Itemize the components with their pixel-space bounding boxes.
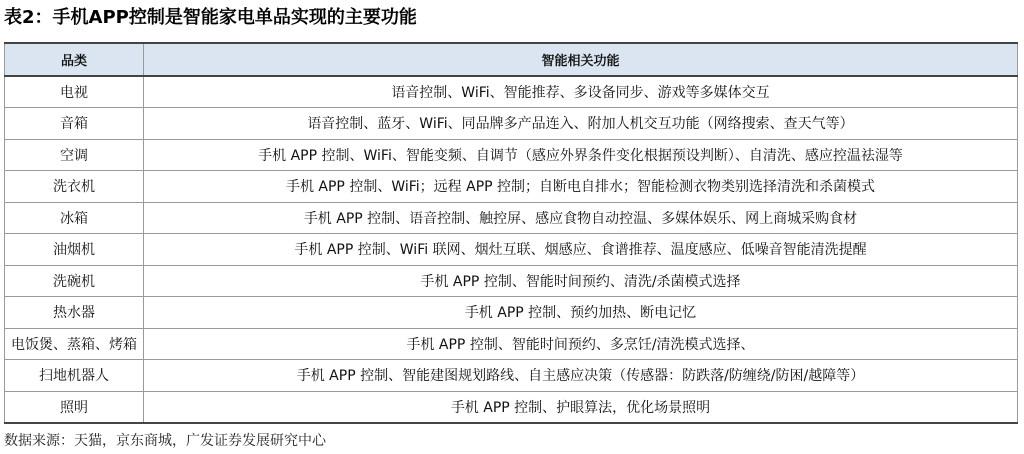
table-title: 表2：手机APP控制是智能家电单品实现的主要功能 (4, 7, 417, 28)
table-header-row (5, 43, 1018, 76)
category-cell: 热水器 (5, 297, 144, 329)
features-cell: 手机 APP 控制、语音控制、触控屏、感应食物自动控温、多媒体娱乐、网上商城采购食材 (144, 202, 1018, 234)
features-cell: 语音控制、蓝牙、WiFi、同品牌多产品连入、附加人机交互功能（网络搜索、查天气等） (144, 108, 1018, 140)
table-row (5, 360, 1018, 392)
features-cell: 手机 APP 控制、WiFi；远程 APP 控制；自断电自排水；智能检测衣物类别选择清洗和杀菌模式 (144, 171, 1018, 203)
category-cell: 电视 (5, 76, 144, 108)
table-row (5, 171, 1018, 203)
category-cell: 照明 (5, 391, 144, 423)
features-cell: 手机 APP 控制、智能时间预约、多烹饪/清洗模式选择、 (144, 328, 1018, 360)
header-category: 品类 (5, 43, 144, 76)
source-note: 数据来源：天猫，京东商城，广发证券发展研究中心 (4, 433, 326, 449)
table-row (5, 202, 1018, 234)
category-cell: 洗衣机 (5, 171, 144, 203)
table-row (5, 108, 1018, 140)
category-cell: 扫地机器人 (5, 360, 144, 392)
category-cell: 洗碗机 (5, 265, 144, 297)
table-row (5, 297, 1018, 329)
table-row (5, 139, 1018, 171)
features-cell: 手机 APP 控制、WiFi 联网、烟灶互联、烟感应、食谱推荐、温度感应、低噪音智能清洗提醒 (144, 234, 1018, 266)
features-cell: 手机 APP 控制、智能建图规划路线、自主感应决策（传感器：防跌落/防缠绕/防困/越障等） (144, 360, 1018, 392)
header-features: 智能相关功能 (144, 43, 1018, 76)
features-cell: 手机 APP 控制、WiFi、智能变频、自调节（感应外界条件变化根据预设判断）、自清洗、感应控温祛湿等 (144, 139, 1018, 171)
table-row (5, 328, 1018, 360)
category-cell: 油烟机 (5, 234, 144, 266)
category-cell: 电饭煲、蒸箱、烤箱 (5, 328, 144, 360)
category-cell: 空调 (5, 139, 144, 171)
table-row (5, 234, 1018, 266)
category-cell: 音箱 (5, 108, 144, 140)
category-cell: 冰箱 (5, 202, 144, 234)
table-row (5, 265, 1018, 297)
table-row (5, 391, 1018, 423)
features-cell: 手机 APP 控制、智能时间预约、清洗/杀菌模式选择 (144, 265, 1018, 297)
smart-appliance-table (4, 42, 1018, 424)
features-cell: 语音控制、WiFi、智能推荐、多设备同步、游戏等多媒体交互 (144, 76, 1018, 108)
features-cell: 手机 APP 控制、护眼算法，优化场景照明 (144, 391, 1018, 423)
features-cell: 手机 APP 控制、预约加热、断电记忆 (144, 297, 1018, 329)
table-row (5, 76, 1018, 108)
